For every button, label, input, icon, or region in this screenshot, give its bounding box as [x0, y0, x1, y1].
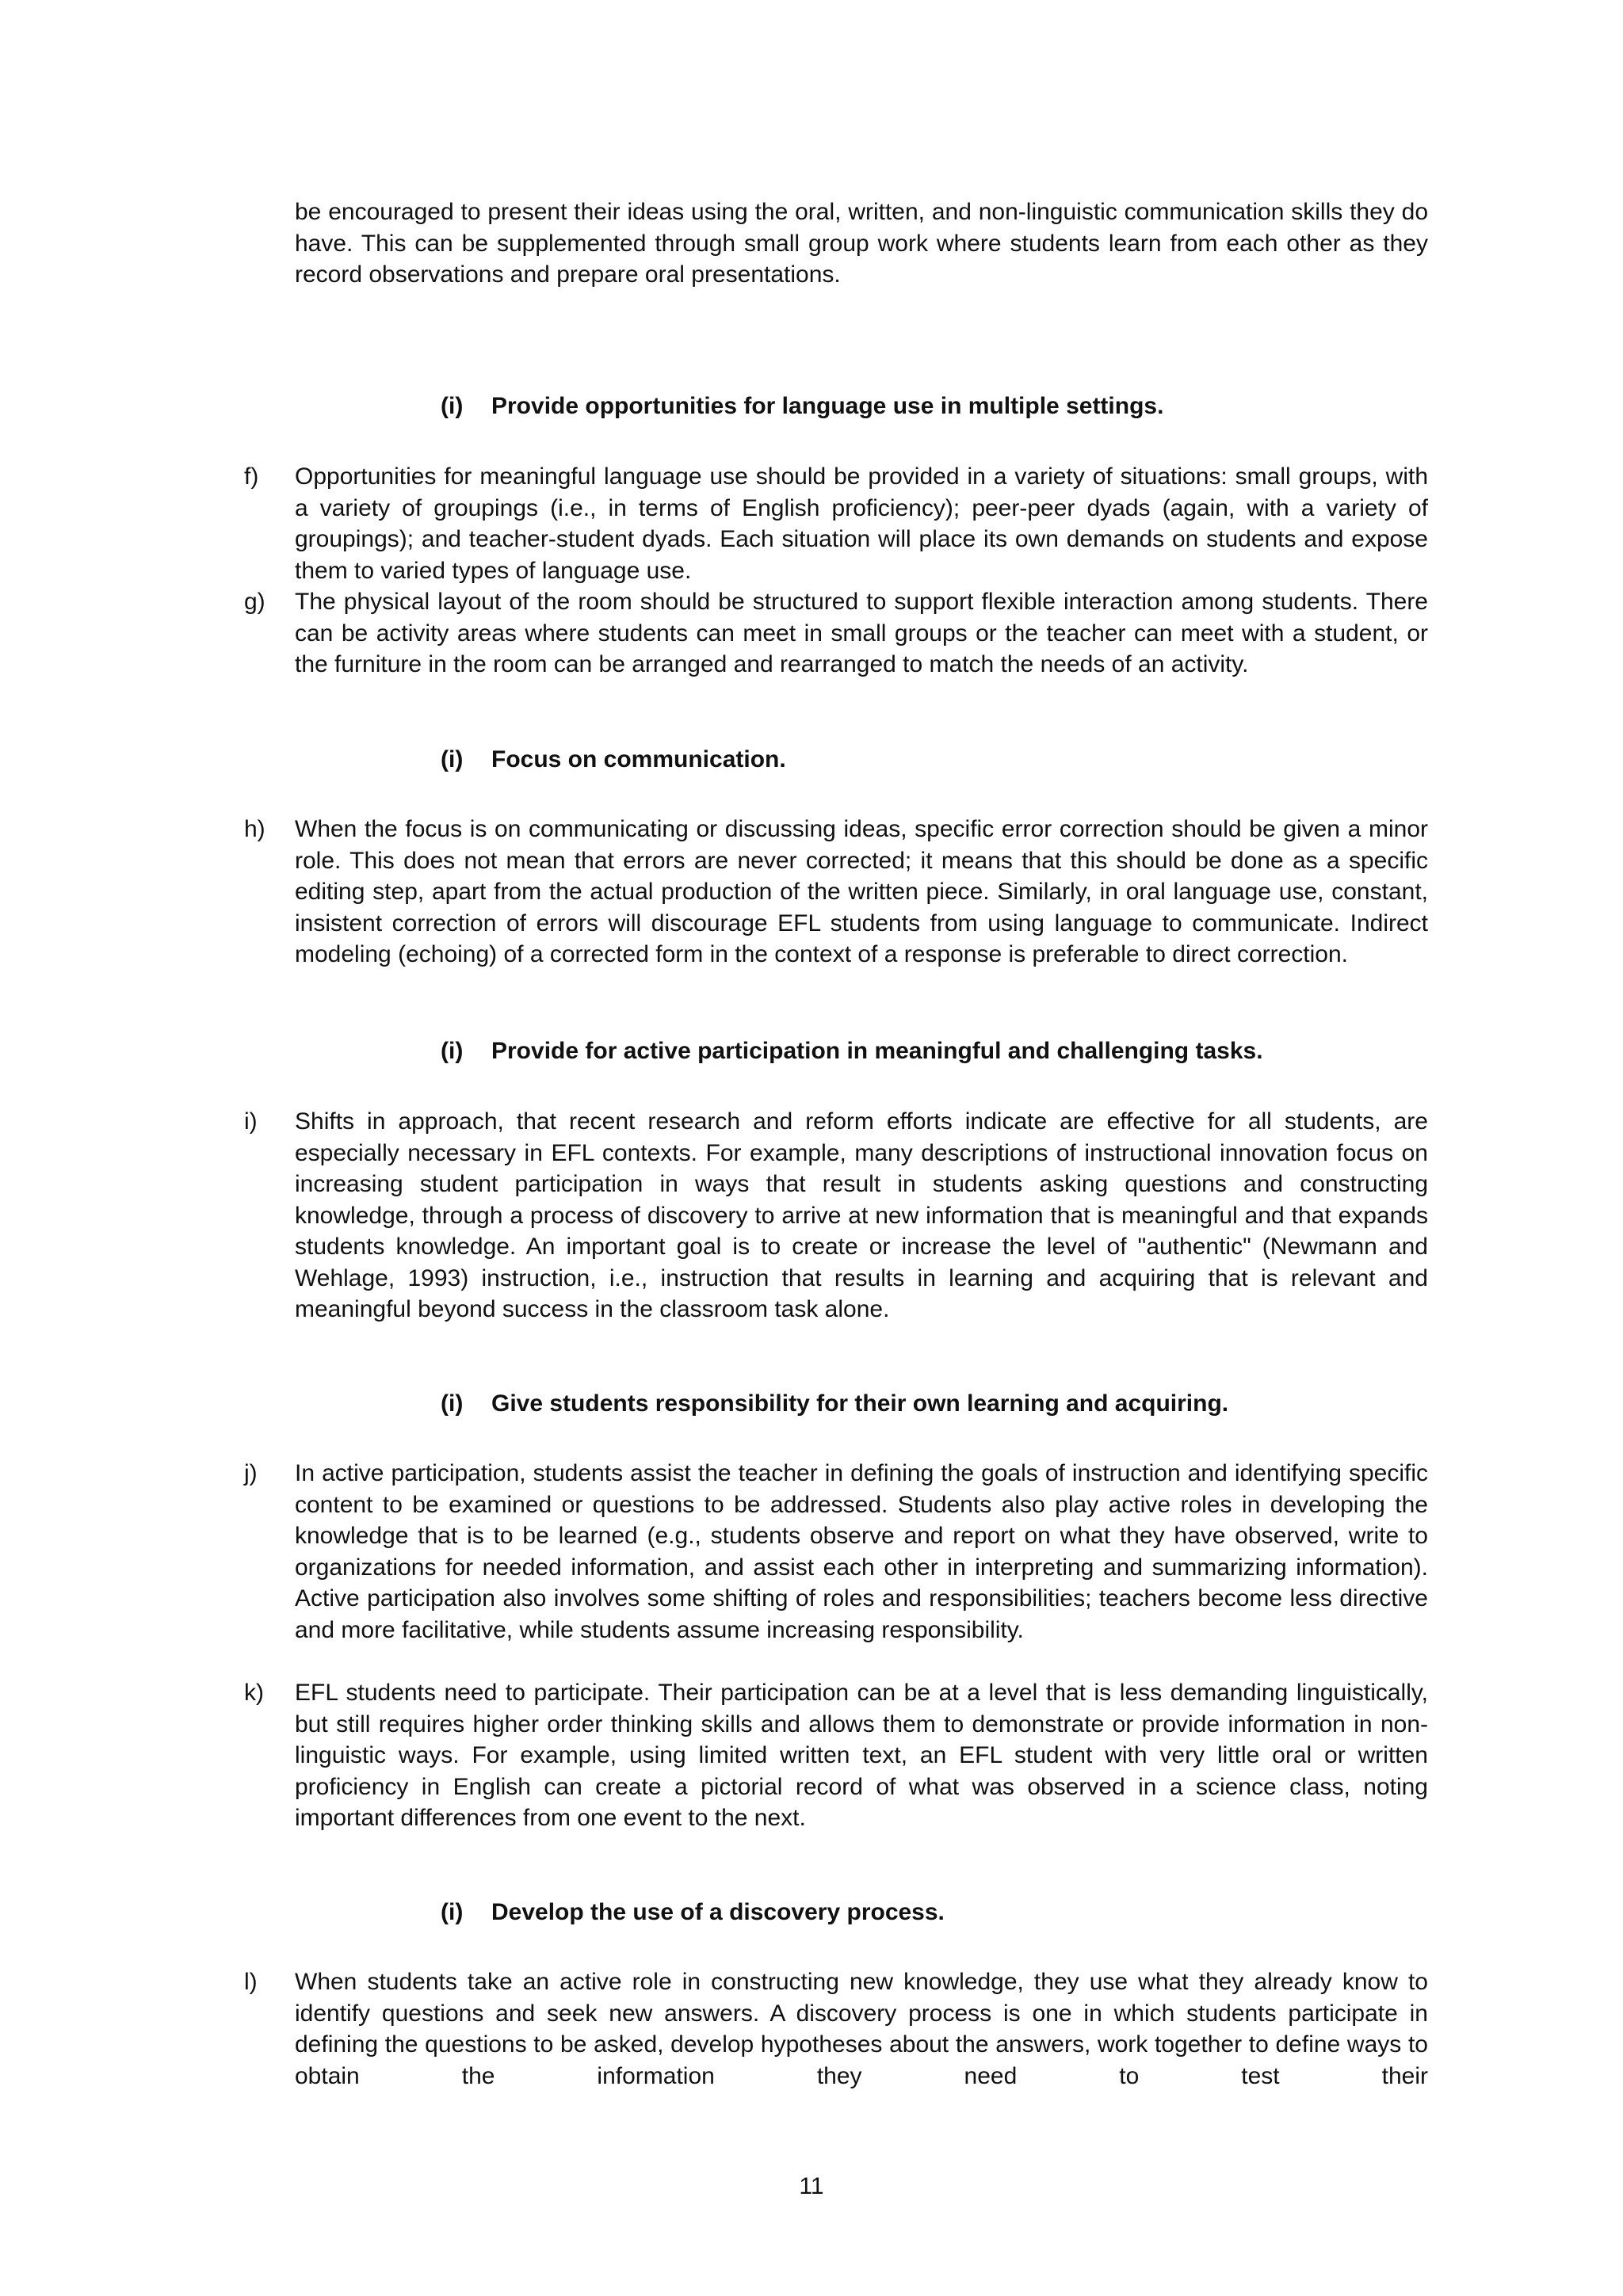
list-item-text: Opportunities for meaningful language use should be provided in a variety of situations: small groups, with a variety of groupings (i.e., in terms of English proficiency); peer-peer dyads (again, with a variety of groupings); and teacher-student dyads. Each situation will place its own demands on students and expose them to varied types of language use.: [295, 463, 1428, 584]
list-marker: j): [244, 1460, 258, 1486]
heading-text: Provide for active participation in meaningful and challenging tasks.: [491, 1038, 1263, 1064]
list-marker: l): [244, 1969, 258, 1995]
section-heading-communication: [441, 744, 1471, 776]
section-heading-active-participation: [441, 1035, 1471, 1067]
list-marker: g): [244, 589, 265, 615]
section-heading-discovery: [441, 1897, 1471, 1928]
heading-text: Focus on communication.: [491, 746, 786, 772]
intro-paragraph: be encouraged to present their ideas using the oral, written, and non-linguistic communication skills they do have. This can be supplemented through small group work where students learn from each other as they record observations and prepare oral presentations.: [295, 199, 1428, 288]
list-marker: i): [244, 1108, 258, 1135]
list-item-text: When students take an active role in constructing new knowledge, they use what they already know to identify questions and seek new answers. A discovery process is one in which students participate in defining the questions to be asked, develop hypotheses about the answers, work together to define ways to obtain the information they need to test their: [295, 1969, 1428, 2089]
heading-number: (i): [441, 1899, 464, 1925]
heading-number: (i): [441, 1038, 464, 1064]
list-marker: f): [244, 463, 259, 490]
list-marker: k): [244, 1680, 264, 1706]
list-item-text: In active participation, students assist the teacher in defining the goals of instruction and identifying specific content to be examined or questions to be addressed. Students also play active roles in developing the knowledge that is to be learned (e.g., students observe and report on what they have observed, write to organizations for needed information, and assist each other in interpreting and summarizing information). Active participation also involves some shifting of roles and responsibilities; teachers become less directive and more facilitative, while students assume increasing responsibility.: [295, 1460, 1428, 1643]
heading-number: (i): [441, 1390, 464, 1417]
page-number: 11: [799, 2173, 824, 2199]
list-item-text: EFL students need to participate. Their participation can be at a level that is less demanding linguistically, but still requires higher order thinking skills and allows them to demonstrate or provide information in non-linguistic ways. For example, using limited written text, an EFL student with very little oral or written proficiency in English can create a pictorial record of what was observed in a science class, noting important differences from one event to the next.: [295, 1680, 1428, 1831]
list-item-text: The physical layout of the room should be structured to support flexible interaction among students. There can be activity areas where students can meet in small groups or the teacher can meet with a student, or the furniture in the room can be arranged and rearranged to match the needs of an activity.: [295, 589, 1428, 677]
heading-text: Develop the use of a discovery process.: [491, 1899, 945, 1925]
heading-number: (i): [441, 393, 464, 419]
heading-text: Give students responsibility for their own learning and acquiring.: [491, 1390, 1229, 1417]
list-marker: h): [244, 816, 265, 842]
heading-text: Provide opportunities for language use in multiple settings.: [491, 393, 1164, 419]
section-heading-language-use: [441, 391, 1471, 422]
section-heading-responsibility: [441, 1388, 1471, 1420]
list-item-text: Shifts in approach, that recent research and reform efforts indicate are effective for all students, are especially necessary in EFL contexts. For example, many descriptions of instructional innovation focus on increasing student participation in ways that result in students asking questions and constructing knowledge, through a process of discovery to arrive at new information that is meaningful and that expands students knowledge. An important goal is to create or increase the level of "authentic" (Newmann and Wehlage, 1993) instruction, i.e., instruction that results in learning and acquiring that is relevant and meaningful beyond success in the classroom task alone.: [295, 1108, 1428, 1322]
list-item-text: When the focus is on communicating or discussing ideas, specific error correction should be given a minor role. This does not mean that errors are never corrected; it means that this should be done as a specific editing step, apart from the actual production of the written piece. Similarly, in oral language use, constant, insistent correction of errors will discourage EFL students from using language to communicate. Indirect modeling (echoing) of a corrected form in the context of a response is preferable to direct correction.: [295, 816, 1428, 967]
heading-number: (i): [441, 746, 464, 772]
